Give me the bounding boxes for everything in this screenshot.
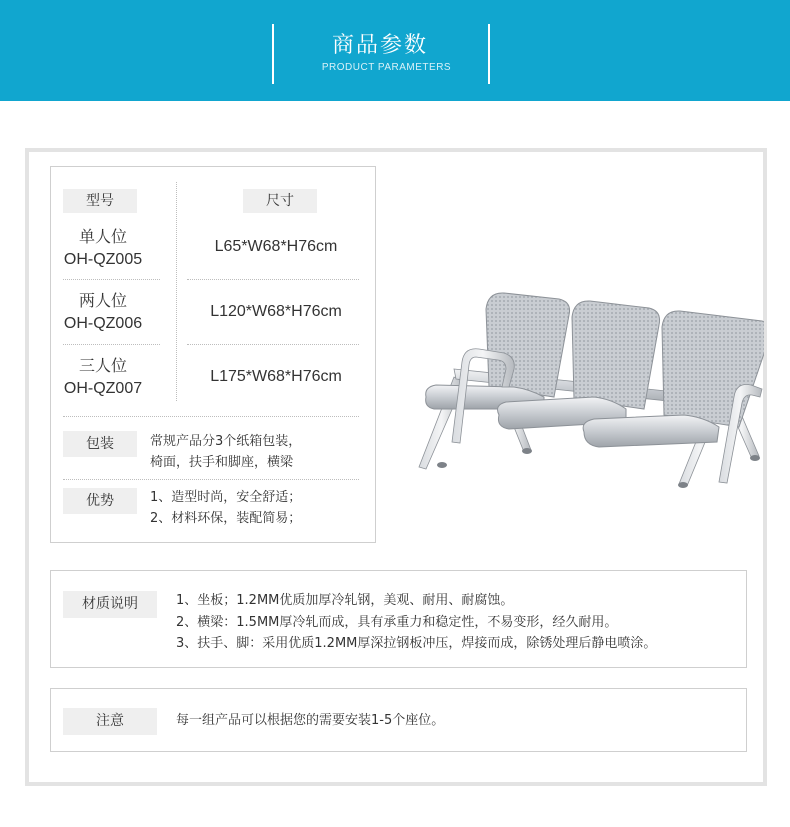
content-frame — [25, 148, 767, 786]
chair-backrest — [572, 301, 660, 409]
model-cell-single — [51, 227, 155, 271]
header-banner — [0, 0, 790, 101]
material-line: 3、扶手、脚：采用优质1.2MM厚深拉钢板冲压，焊接而成，除锈处理后静电喷涂。 — [176, 636, 657, 651]
packaging-line: 常规产品分3个纸箱包装， — [150, 434, 302, 449]
model-header: 型号 — [63, 189, 137, 213]
row-divider — [63, 344, 160, 345]
model-cell-triple — [51, 356, 155, 400]
advantage-line: 2、材料环保，装配简易； — [150, 511, 302, 526]
advantages-label: 优势 — [63, 488, 137, 514]
model-name: 单人位 — [78, 229, 127, 246]
notice-text: 每一组产品可以根据您的需要安装1-5个座位。 — [176, 713, 445, 728]
size-cell-double: L120*W68*H76cm — [210, 303, 342, 320]
size-cell-single: L65*W68*H76cm — [214, 238, 338, 255]
chair-foot — [522, 448, 532, 454]
header-title: 商品参数 — [331, 33, 428, 58]
model-code: OH-QZ006 — [63, 315, 143, 332]
packaging-label: 包装 — [63, 431, 137, 457]
material-line: 2、横梁：1.5MM厚冷轧而成，具有承重力和稳定性，不易变形，经久耐用。 — [176, 614, 618, 630]
row-divider — [63, 416, 359, 417]
header-subtitle: PRODUCT PARAMETERS — [321, 62, 452, 73]
size-header: 尺寸 — [243, 189, 317, 213]
material-line: 1、坐板；1.2MM优质加厚冷轧钢，美观、耐用、耐腐蚀。 — [176, 593, 514, 608]
chair-seat — [583, 415, 719, 447]
size-cell-triple: L175*W68*H76cm — [210, 368, 342, 385]
model-name: 两人位 — [78, 293, 127, 310]
chair-foot — [437, 462, 447, 468]
column-divider — [176, 182, 177, 401]
row-divider — [187, 344, 359, 345]
chair-backrest — [662, 311, 764, 427]
packaging-text — [150, 431, 301, 473]
model-code: OH-QZ005 — [63, 251, 143, 268]
spec-box — [50, 166, 376, 543]
advantages-text — [150, 487, 301, 529]
model-name: 三人位 — [78, 358, 127, 375]
airport-chair-image — [394, 247, 764, 492]
chair-foot — [750, 455, 760, 461]
materials-label: 材质说明 — [63, 591, 157, 618]
row-divider — [187, 279, 359, 280]
notice-label: 注意 — [63, 708, 157, 735]
chair-foot — [678, 482, 688, 488]
materials-text — [176, 590, 656, 655]
materials-box — [50, 570, 747, 668]
advantage-line: 1、造型时尚，安全舒适； — [150, 490, 302, 505]
row-divider — [63, 279, 160, 280]
chair-backrest — [486, 293, 570, 397]
model-cell-double — [51, 291, 155, 335]
packaging-line: 椅面，扶手和脚座，横梁 — [150, 455, 294, 470]
notice-box — [50, 688, 747, 752]
row-divider — [63, 479, 359, 480]
model-code: OH-QZ007 — [63, 380, 143, 397]
